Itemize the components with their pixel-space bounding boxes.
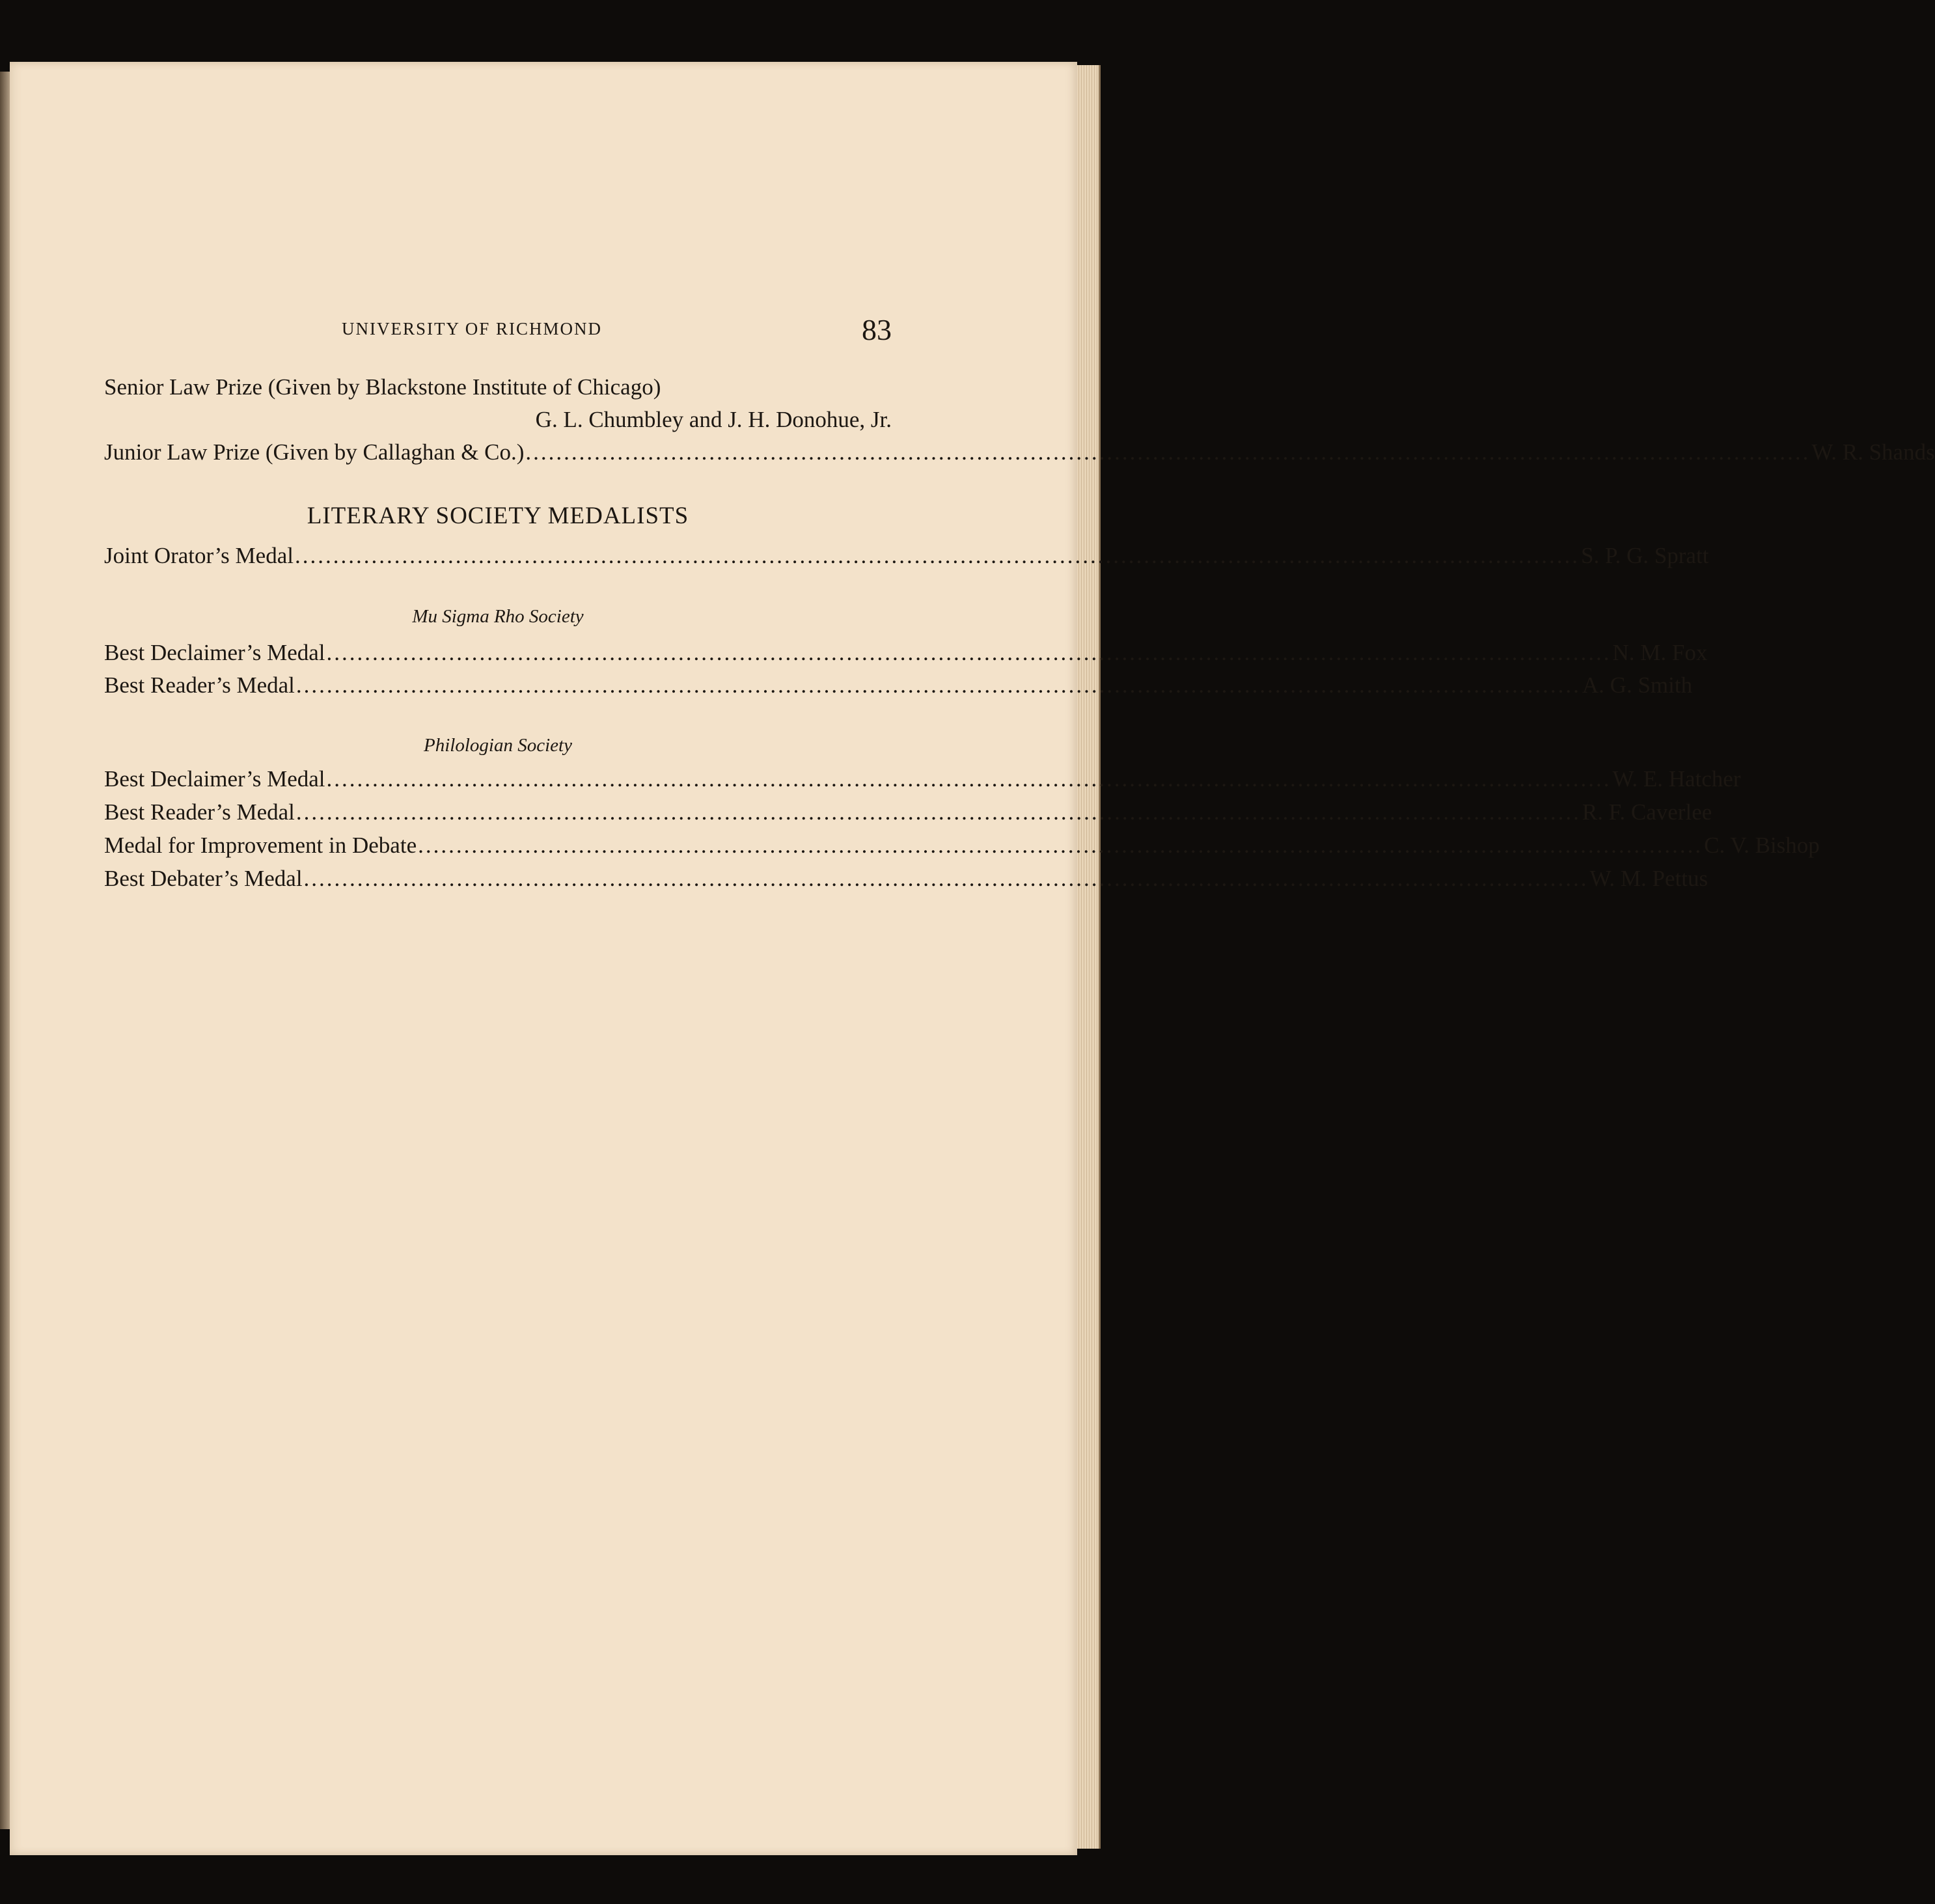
running-title: UNIVERSITY OF RICHMOND bbox=[342, 319, 603, 338]
senior-law-prize-label: Senior Law Prize (Given by Blackstone Institute of Chicago) bbox=[104, 374, 661, 400]
dot-leader: ........................................................................................................................................................................ bbox=[303, 866, 1589, 891]
medal-label: Best Debater’s Medal bbox=[104, 866, 303, 891]
senior-law-prize-winners: G. L. Chumbley and J. H. Donohue, Jr. bbox=[535, 407, 892, 432]
junior-law-prize-label: Junior Law Prize (Given by Callaghan & Co.) bbox=[104, 439, 525, 465]
medalist-name: R. F. Caverlee bbox=[1582, 799, 1712, 825]
junior-law-prize-row bbox=[104, 438, 1935, 467]
medalist-name: C. V. Bishop bbox=[1704, 833, 1820, 858]
dot-leader: ........................................................................................................................................................................ bbox=[326, 766, 1612, 792]
medalist-name: N. M. Fox bbox=[1612, 640, 1708, 665]
philologian-row bbox=[104, 765, 1741, 793]
junior-law-prize-winner: W. R. Shands bbox=[1811, 439, 1935, 465]
medal-label: Medal for Improvement in Debate bbox=[104, 833, 417, 858]
dot-leader: ........................................................................................................................................................................ bbox=[295, 672, 1581, 698]
joint-orator-name: S. P. G. Spratt bbox=[1580, 543, 1709, 568]
philologian-heading: Philologian Society bbox=[424, 735, 572, 756]
medalist-name: W. E. Hatcher bbox=[1612, 766, 1741, 792]
running-head bbox=[104, 312, 892, 352]
medal-label: Best Declaimer’s Medal bbox=[104, 766, 325, 792]
medal-label: Best Reader’s Medal bbox=[104, 799, 295, 825]
mu-sigma-rho-heading: Mu Sigma Rho Society bbox=[412, 606, 584, 627]
mu-sigma-rho-row bbox=[104, 671, 1693, 700]
book-page bbox=[10, 62, 1935, 1855]
medal-label: Best Declaimer’s Medal bbox=[104, 640, 325, 665]
dot-leader: ........................................................................................................................................................................ bbox=[326, 640, 1612, 665]
joint-orator-label: Joint Orator’s Medal bbox=[104, 543, 294, 568]
dot-leader: ........................................................................................................................................................................ bbox=[418, 833, 1703, 858]
medalist-name: A. G. Smith bbox=[1582, 672, 1693, 698]
mu-sigma-rho-row bbox=[104, 639, 1708, 667]
dot-leader: ........................................................................................................................................................................ bbox=[295, 799, 1581, 825]
philologian-row bbox=[104, 864, 1709, 893]
literary-section-title: LITERARY SOCIETY MEDALISTS bbox=[307, 503, 689, 529]
philologian-row bbox=[104, 831, 1820, 860]
page-number: 83 bbox=[862, 313, 892, 346]
philologian-row bbox=[104, 798, 1712, 827]
page-edges bbox=[1074, 65, 1101, 1849]
joint-orator-row bbox=[104, 542, 1709, 570]
medal-label: Best Reader’s Medal bbox=[104, 672, 295, 698]
dot-leader: ........................................................................................................................................................................ bbox=[525, 439, 1811, 465]
medalist-name: W. M. Pettus bbox=[1589, 866, 1709, 891]
dot-leader: ........................................................................................................................................................................ bbox=[294, 543, 1580, 568]
